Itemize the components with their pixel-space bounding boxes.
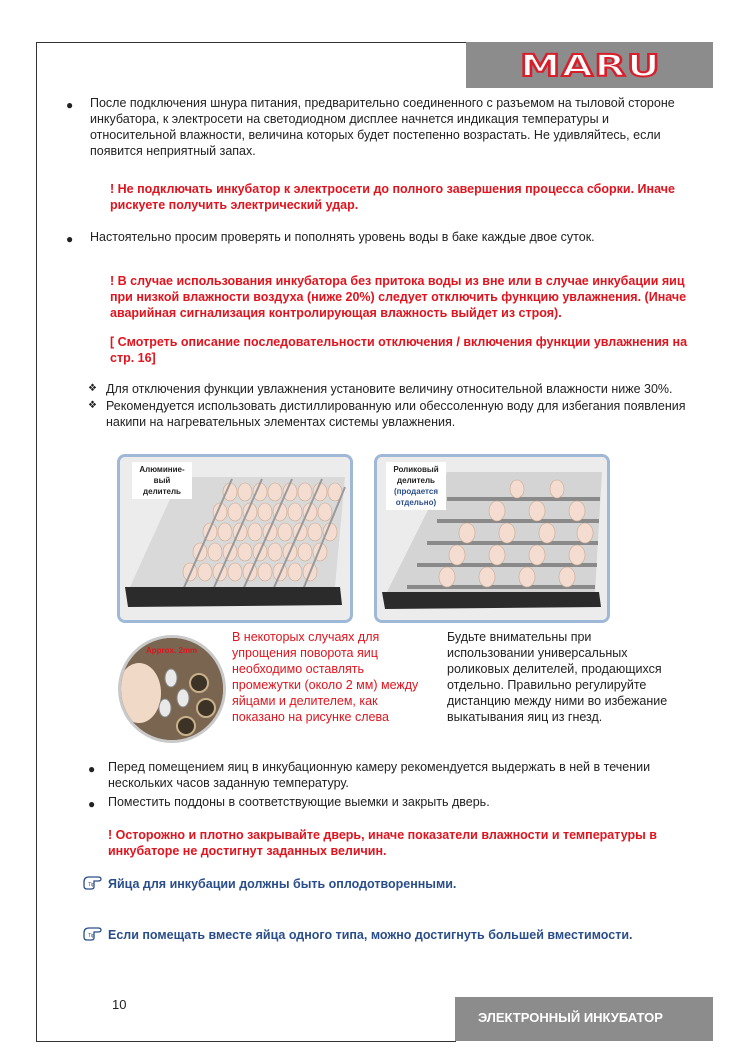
frame-left-line [36, 42, 37, 1042]
bullet-icon: ● [66, 232, 74, 246]
note-fertilized-eggs: Яйца для инкубации должны быть оплодотворенными. [108, 877, 457, 891]
roller-divider-note: (продается отдельно) [394, 487, 438, 507]
warning-humidity: ! В случае использования инкубатора без притока воды из вне или в случае инкубации яиц при низкой влажности воздуха (ниже 20%) следует отключить функцию увлажнения. (Иначе аварийная сигнализация контролирующая влажность выйдет из строя). [110, 274, 687, 320]
svg-text:Tip: Tip [88, 933, 95, 939]
inset-gap-label: Approx. 2mm [146, 646, 198, 655]
footer-title: ЭЛЕКТРОННЫЙ ИНКУБАТОР [478, 1010, 663, 1025]
svg-text:Tip: Tip [88, 882, 95, 888]
roller-divider-label [386, 462, 446, 510]
frame-top-line [36, 42, 466, 43]
instruction-distilled-water: Рекомендуется использовать дистиллированную или обессоленную воду для избегания появления накипи на нагревательных элементах системы увлажнения. [106, 399, 686, 429]
caption-gap-note: В некоторых случаях для упрощения поворота яиц необходимо оставлять промежутки (около 2 мм) между яйцами и делителем, как показано на рисунке слева [232, 630, 419, 724]
frame-bottom-line [36, 1041, 456, 1042]
brand-logo: MARU [520, 49, 662, 84]
warning-assembly: ! Не подключать инкубатор к электросети до полного завершения процесса сборки. Иначе рискуете получить электрический удар. [110, 182, 675, 212]
diamond-bullet-icon: ❖ [88, 400, 97, 411]
instruction-trays: Поместить поддоны в соответствующие выемки и закрыть дверь. [108, 795, 490, 809]
pointing-hand-icon [82, 874, 104, 890]
aluminium-divider-label: Алюминие-вый делитель [132, 462, 192, 499]
page-number: 10 [112, 997, 127, 1012]
warning-door: ! Осторожно и плотно закрывайте дверь, иначе показатели влажности и температуры в инкубаторе не достигнут заданных величин. [108, 828, 657, 858]
paragraph-water: Настоятельно просим проверять и пополнять уровень воды в баке каждые двое суток. [90, 230, 595, 244]
bullet-icon: ● [66, 98, 74, 112]
warning-reference: [ Смотреть описание последовательности отключения / включения функции увлажнения на стр. 16] [110, 335, 688, 365]
caption-roller-warning: Будьте внимательны при использовании универсальных роликовых делителей, продающихся отдельно. Правильно регулируйте дистанцию между ними во избежание выкатывания яиц из гнезд. [447, 630, 668, 724]
paragraph-power: После подключения шнура питания, предварительно соединенного с разъемом на тыловой стороне инкубатора, к электросети на светодиодном дисплее начнется индикация температуры и относительной влажности, величина которых будет постепенно возрастать. Не удивляйтесь, если появится неприятный запах. [90, 96, 675, 158]
instruction-preheat: Перед помещением яиц в инкубационную камеру рекомендуется выдержать в ней в течении нескольких часов заданную температуру. [108, 760, 651, 790]
bullet-icon: ● [88, 762, 96, 776]
note-capacity: Если помещать вместе яйца одного типа, можно достигнуть большей вместимости. [108, 928, 633, 942]
pointing-hand-icon [82, 925, 104, 941]
bullet-icon: ● [88, 797, 96, 811]
instruction-humidity-off: Для отключения функции увлажнения установите величину относительной влажности ниже 30%. [106, 382, 673, 396]
diamond-bullet-icon: ❖ [88, 383, 97, 394]
roller-divider-title: Роликовый делитель [393, 465, 439, 485]
